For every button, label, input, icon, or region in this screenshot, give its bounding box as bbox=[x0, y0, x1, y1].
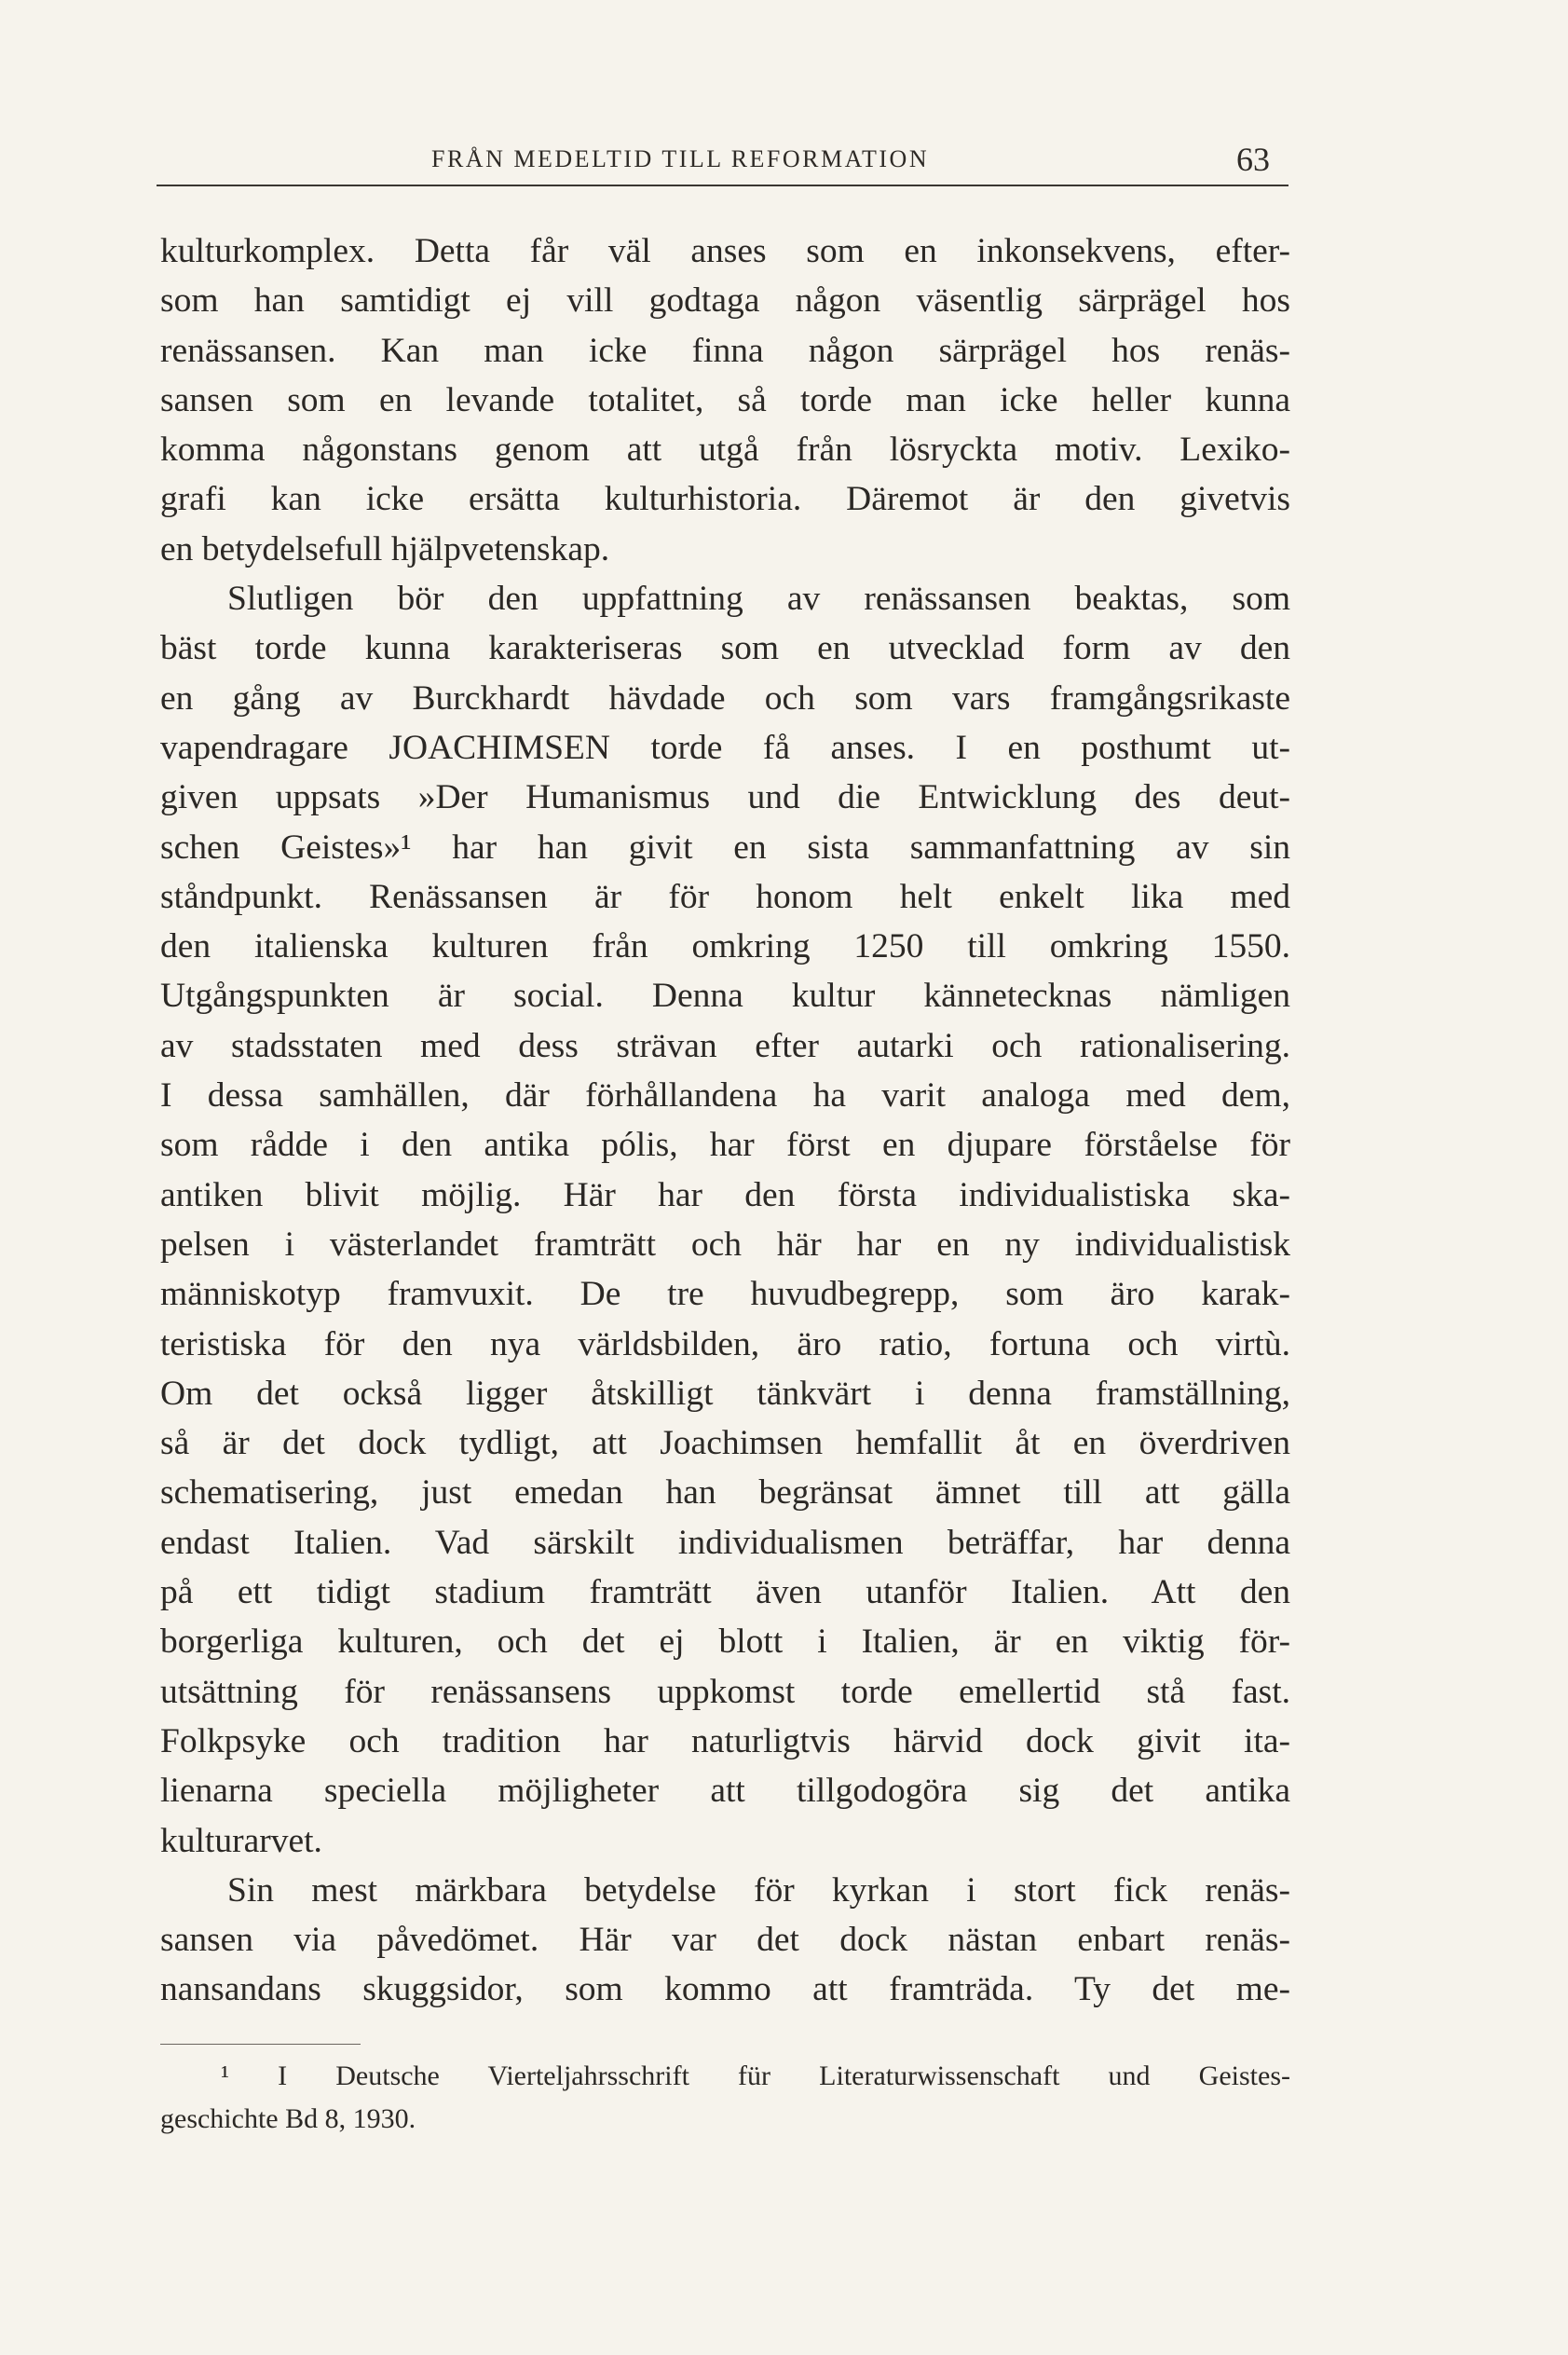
text-line: given uppsats »Der Humanismus und die Entwicklung des deut- bbox=[160, 778, 1290, 817]
text-line: teristiska för den nya världsbilden, äro ratio, fortuna och virtù. bbox=[160, 1324, 1290, 1363]
text-line: Sin mest märkbara betydelse för kyrkan i stort fick renäs- bbox=[227, 1870, 1290, 1910]
text-line: människotyp framvuxit. De tre huvudbegrepp, som äro karak- bbox=[160, 1275, 1290, 1314]
text-line: sansen via påvedömet. Här var det dock nästan enbart renäs- bbox=[160, 1921, 1290, 1960]
text-line: kulturkomplex. Detta får väl anses som en inkonsekvens, efter- bbox=[160, 232, 1290, 270]
page-header bbox=[157, 140, 1288, 186]
footnote bbox=[160, 2055, 1290, 2141]
text-line: schen Geistes»¹ har han givit en sista sammanfattning av sin bbox=[160, 828, 1290, 867]
text-line: så är det dock tydligt, att Joachimsen hemfallit åt en överdriven bbox=[160, 1424, 1290, 1463]
text-line: utsättning för renässansens uppkomst torde emellertid stå fast. bbox=[160, 1672, 1290, 1711]
text-line: av stadsstaten med dess strävan efter autarki och rationalisering. bbox=[160, 1026, 1290, 1065]
text-line: antiken blivit möjlig. Här har den första individualistiska ska- bbox=[160, 1175, 1290, 1214]
text-line: ståndpunkt. Renässansen är för honom helt enkelt lika med bbox=[160, 877, 1290, 916]
text-line: som rådde i den antika pólis, har först en djupare förståelse för bbox=[160, 1126, 1290, 1165]
text-line: en betydelsefull hjälpvetenskap. bbox=[160, 529, 610, 568]
text-line: Slutligen bör den uppfattning av renässansen beaktas, som bbox=[227, 580, 1290, 619]
text-line: Om det också ligger åtskilligt tänkvärt i denna framställning, bbox=[160, 1374, 1290, 1413]
text-line: en gång av Burckhardt hävdade och som vars framgångsrikaste bbox=[160, 678, 1290, 718]
text-line: Utgångspunkten är social. Denna kultur kännetecknas nämligen bbox=[160, 977, 1290, 1016]
text-line: nansandans skuggsidor, som kommo att framträda. Ty det me- bbox=[160, 1970, 1290, 2009]
footnote-line: ¹ I Deutsche Vierteljahrsschrift für Literaturwissenschaft und Geistes- bbox=[221, 2061, 1290, 2091]
text-line: vapendragare JOACHIMSEN torde få anses. I en posthumt ut- bbox=[160, 728, 1290, 767]
text-line: kulturarvet. bbox=[160, 1821, 322, 1860]
body-text bbox=[160, 226, 1290, 2015]
text-line: borgerliga kulturen, och det ej blott i Italien, är en viktig för- bbox=[160, 1622, 1290, 1662]
text-line: bäst torde kunna karakteriseras som en utvecklad form av den bbox=[160, 629, 1290, 668]
text-line: endast Italien. Vad särskilt individualismen beträffar, har denna bbox=[160, 1523, 1290, 1562]
text-line: på ett tidigt stadium framträtt även utanför Italien. Att den bbox=[160, 1573, 1290, 1612]
running-head: FRÅN MEDELTID TILL REFORMATION bbox=[431, 145, 930, 172]
text-line: renässansen. Kan man icke finna någon särprägel hos renäs- bbox=[160, 331, 1290, 370]
text-line: I dessa samhällen, där förhållandena ha varit analoga med dem, bbox=[160, 1076, 1290, 1116]
text-line: pelsen i västerlandet framträtt och här har en ny individualistisk bbox=[160, 1225, 1290, 1264]
text-line: som han samtidigt ej vill godtaga någon väsentlig särprägel hos bbox=[160, 281, 1290, 321]
text-line: den italienska kulturen från omkring 1250 till omkring 1550. bbox=[160, 927, 1290, 966]
text-line: lienarna speciella möjligheter att tillgodogöra sig det antika bbox=[160, 1772, 1290, 1811]
text-line: komma någonstans genom att utgå från lösryckta motiv. Lexiko- bbox=[160, 431, 1290, 470]
page-number: 63 bbox=[1236, 141, 1270, 178]
text-line: schematisering, just emedan han begränsat ämnet till att gälla bbox=[160, 1473, 1290, 1513]
text-line: Folkpsyke och tradition har naturligtvis härvid dock givit ita- bbox=[160, 1721, 1290, 1760]
text-line: sansen som en levande totalitet, så torde man icke heller kunna bbox=[160, 380, 1290, 419]
text-line: grafi kan icke ersätta kulturhistoria. Däremot är den givetvis bbox=[160, 480, 1290, 519]
footnote-line: geschichte Bd 8, 1930. bbox=[160, 2103, 416, 2134]
footnote-divider bbox=[160, 2044, 361, 2045]
